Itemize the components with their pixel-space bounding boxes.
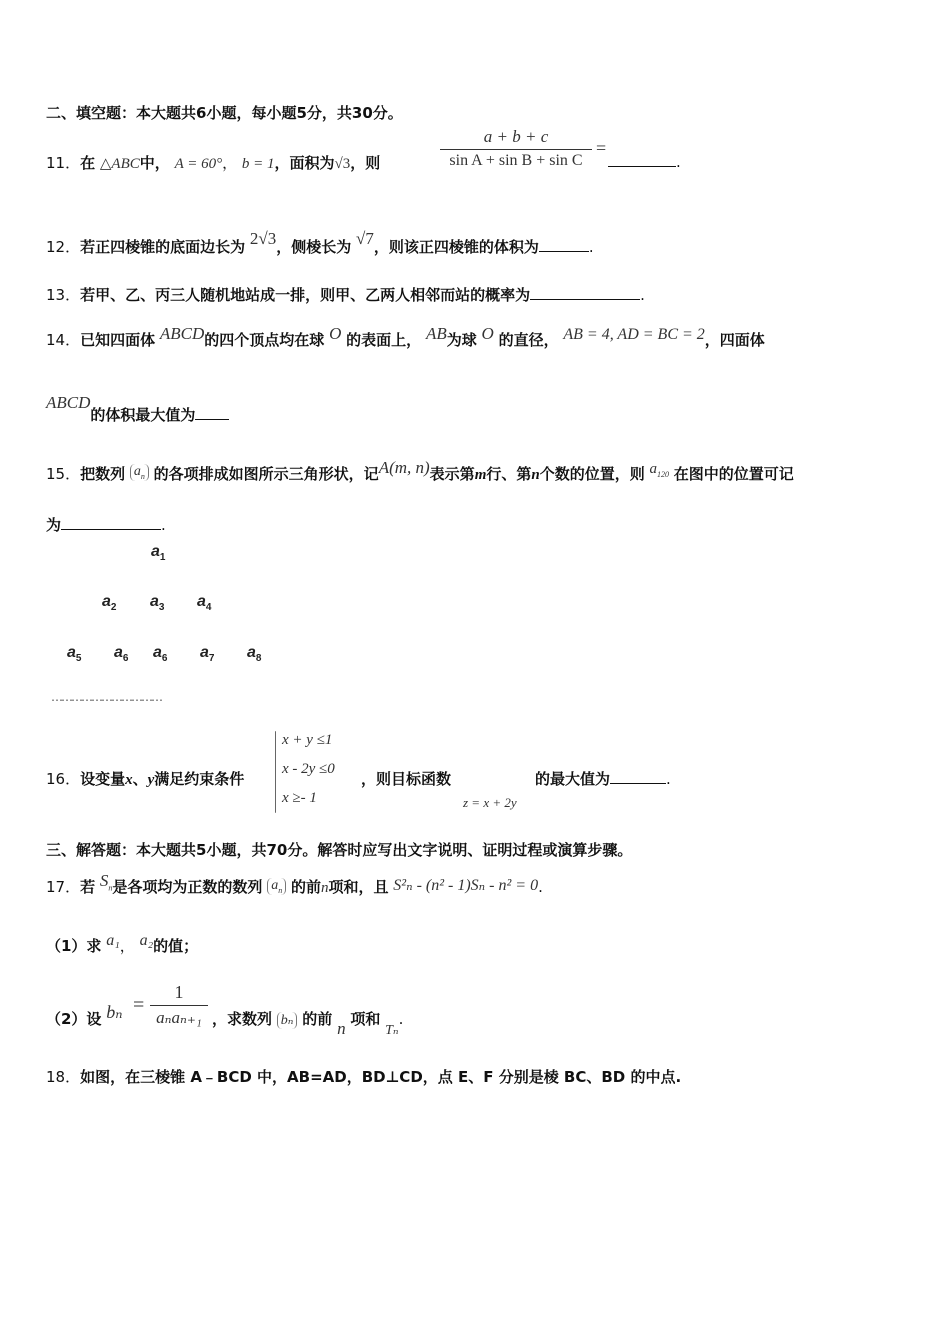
q17-text: 项和 [350,1010,381,1028]
q11-text: ，面积为 [274,154,335,172]
question-16 [46,768,244,789]
q13-answer-blank[interactable] [530,285,640,300]
q12-lateral-edge: √7 [356,229,374,248]
q14-text: ，四面体 [704,331,765,349]
question-17-part-2-tail [212,1008,404,1038]
question-18 [46,1066,681,1087]
q18-number: 18． [46,1068,81,1086]
q14-lengths: AB = 4, AD = BC = 2 [563,326,705,343]
question-14 [46,324,765,350]
q17-number: 17． [46,878,81,896]
q11-equals: = [596,138,607,158]
q15-seq-sub: n [140,471,145,481]
q15-text: 表示第 [429,465,475,483]
triangle-entry: $a_1$ [151,543,166,564]
q17-bn: bₙ [106,1002,123,1022]
q17-bn-sequence: bₙ [277,1012,298,1029]
q16-constraint-1: x + y ≤1 [282,732,333,748]
q15-a120 [650,461,670,477]
q17-period: . [398,1010,404,1028]
question-17-part-2 [46,1002,123,1029]
q11-answer-blank[interactable] [608,152,681,171]
triangle-entry: $a_6$ [114,644,129,665]
q17-fraction-denominator: aₙaₙ₊₁ [156,1008,202,1027]
q12-period: . [588,238,594,256]
q17-bn-equals: = [133,994,145,1016]
q17-text: 若 [80,878,96,896]
q15-text: 的各项排成如图所示三角形状，记 [153,465,379,483]
q16-constraint-brace [275,731,276,813]
question-15 [46,458,794,485]
q17-text: 是各项均为正数的数列 [112,878,263,896]
q17-text: 项和，且 [328,878,389,896]
triangle-entry: $a_3$ [150,593,165,614]
q14-text: 的直径， [498,331,559,349]
q16-tail [535,768,671,789]
q14-answer-blank[interactable] [195,405,229,420]
triangle-entry: $a_6$ [153,644,168,665]
q16-text: ，则目标函数 [361,770,452,788]
q11-cond-angle: A = 60° [174,156,223,172]
q17-fraction-bar [150,1005,208,1006]
q15-text: 个数的位置，则 [539,465,645,483]
q13-number: 13． [46,286,81,304]
q14-sphere: O [329,324,342,343]
q15-sequence [130,464,149,481]
section-heading-fill-in: 二、填空题：本大题共6小题，每小题5分，共30分。 [46,104,403,122]
q15-seq-letter: a [133,464,141,479]
q17-n: n [337,1019,346,1038]
q11-triangle: △ABC [99,156,140,172]
q15-text: 为 [46,516,62,534]
section-heading-solution: 三、解答题：本大题共5小题，共70分。解答时应写出文字说明、证明过程或演算步骤。 [46,841,633,859]
q15-text: 把数列 [80,465,126,483]
triangle-entry: $a_4$ [197,593,212,614]
q11-cond-side: b = 1 [241,156,275,172]
q11-text: ，则 [350,154,381,172]
q16-text: 满足约束条件 [154,770,245,788]
q14-text: 的表面上， [346,331,422,349]
q17-fraction-numerator: 1 [174,982,184,1002]
q14-text: 为球 [446,331,477,349]
q12-base-edge: 2√3 [249,229,277,248]
q14-number: 14． [46,331,81,349]
question-11 [46,152,380,173]
q11-text: 在 [80,154,96,172]
question-13 [46,284,645,305]
question-15-continued [46,514,166,535]
q16-text: 的最大值为 [535,770,611,788]
q15-answer-blank[interactable] [61,515,161,530]
q14-text: 已知四面体 [80,331,156,349]
q16-x: x [125,772,133,788]
q14-ab: AB [425,324,447,343]
q15-a-sub: 120 [657,470,670,479]
q17-equation: S²ₙ - (n² - 1)Sₙ - n² = 0 [393,877,539,894]
q17-part2-label: （2）设 [46,1010,102,1028]
q12-text: ，则该正四棱锥的体积为 [373,238,539,256]
triangle-entry: $a_8$ [247,644,262,665]
q16-sep: 、 [132,770,148,788]
q17-text: 的前 [290,878,321,896]
q15-a-letter: a [649,461,658,477]
q17-sn: $S_n$ [99,871,113,893]
q14-sphere: O [481,324,494,343]
q17-text: 的值； [153,937,199,955]
q11-fraction-numerator: a + b + c [483,127,549,146]
triangle-continuation-dots: …………………………… [51,690,161,704]
q17-text: ，求数列 [212,1010,273,1028]
q15-position-notation: A(m, n) [378,458,430,477]
q12-text: ，侧棱长为 [276,238,352,256]
question-14-continued [46,393,229,425]
q11-area: √3 [334,156,351,172]
q17-a2: a₂ [139,932,154,949]
q14-tetrahedron: ABCD [46,393,91,412]
q13-period: . [640,286,645,304]
q16-text: 设变量 [80,770,126,788]
q16-period: . [666,770,671,788]
q12-number: 12． [46,238,81,256]
q18-text: 如图，在三棱锥 A﹣BCD 中，AB=AD，BD⊥CD，点 E、F 分别是棱 BC、BD 的中点. [80,1068,682,1086]
q16-constraint-2: x - 2y ≤0 [282,761,335,777]
q15-text: 在图中的位置可记 [673,465,794,483]
q15-number: 15． [46,465,81,483]
triangle-entry: $a_5$ [67,644,82,665]
q14-tetrahedron: ABCD [159,324,205,343]
q15-n: n [531,467,540,483]
q17-tn: Tₙ [385,1023,399,1038]
q11-fraction [440,127,592,170]
q17-sep: ， [119,937,135,955]
question-17 [46,871,543,898]
q11-fraction-denominator: sin A + sin B + sin C [449,152,583,169]
q17-fraction [150,982,208,1028]
q11-period: . [676,153,681,171]
q17-period: . [538,878,543,896]
question-17-part-1 [46,932,199,956]
q11-sep: ， [222,154,238,172]
q16-y: y [147,772,155,788]
q17-text: 的前 [302,1010,333,1028]
q12-answer-blank[interactable] [539,237,589,252]
q11-number: 11． [46,154,81,172]
q11-fraction-bar [440,149,592,150]
q16-objective: z = x + 2y [463,795,517,810]
q14-text: 的体积最大值为 [90,406,196,424]
q16-constraint-3: x ≥- 1 [282,790,317,806]
q17-n: n [320,880,329,896]
q15-text: 行、第 [486,465,532,483]
q11-text: 中， [139,154,170,172]
q14-text: 的四个顶点均在球 [204,331,325,349]
q15-m: m [474,467,487,483]
triangle-entry: $a_2$ [102,593,117,614]
triangle-entry: $a_7$ [200,644,215,665]
q17-sequence: $a_n$ [267,878,286,895]
q16-answer-blank[interactable] [610,769,666,784]
q16-number: 16． [46,770,81,788]
q17-part1-label: （1）求 [46,937,102,955]
q15-period: . [161,516,166,534]
q13-text: 若甲、乙、丙三人随机地站成一排，则甲、乙两人相邻而站的概率为 [80,286,531,304]
question-12 [46,229,594,257]
q17-a1: a₁ [106,932,120,949]
q12-text: 若正四棱锥的底面边长为 [80,238,246,256]
